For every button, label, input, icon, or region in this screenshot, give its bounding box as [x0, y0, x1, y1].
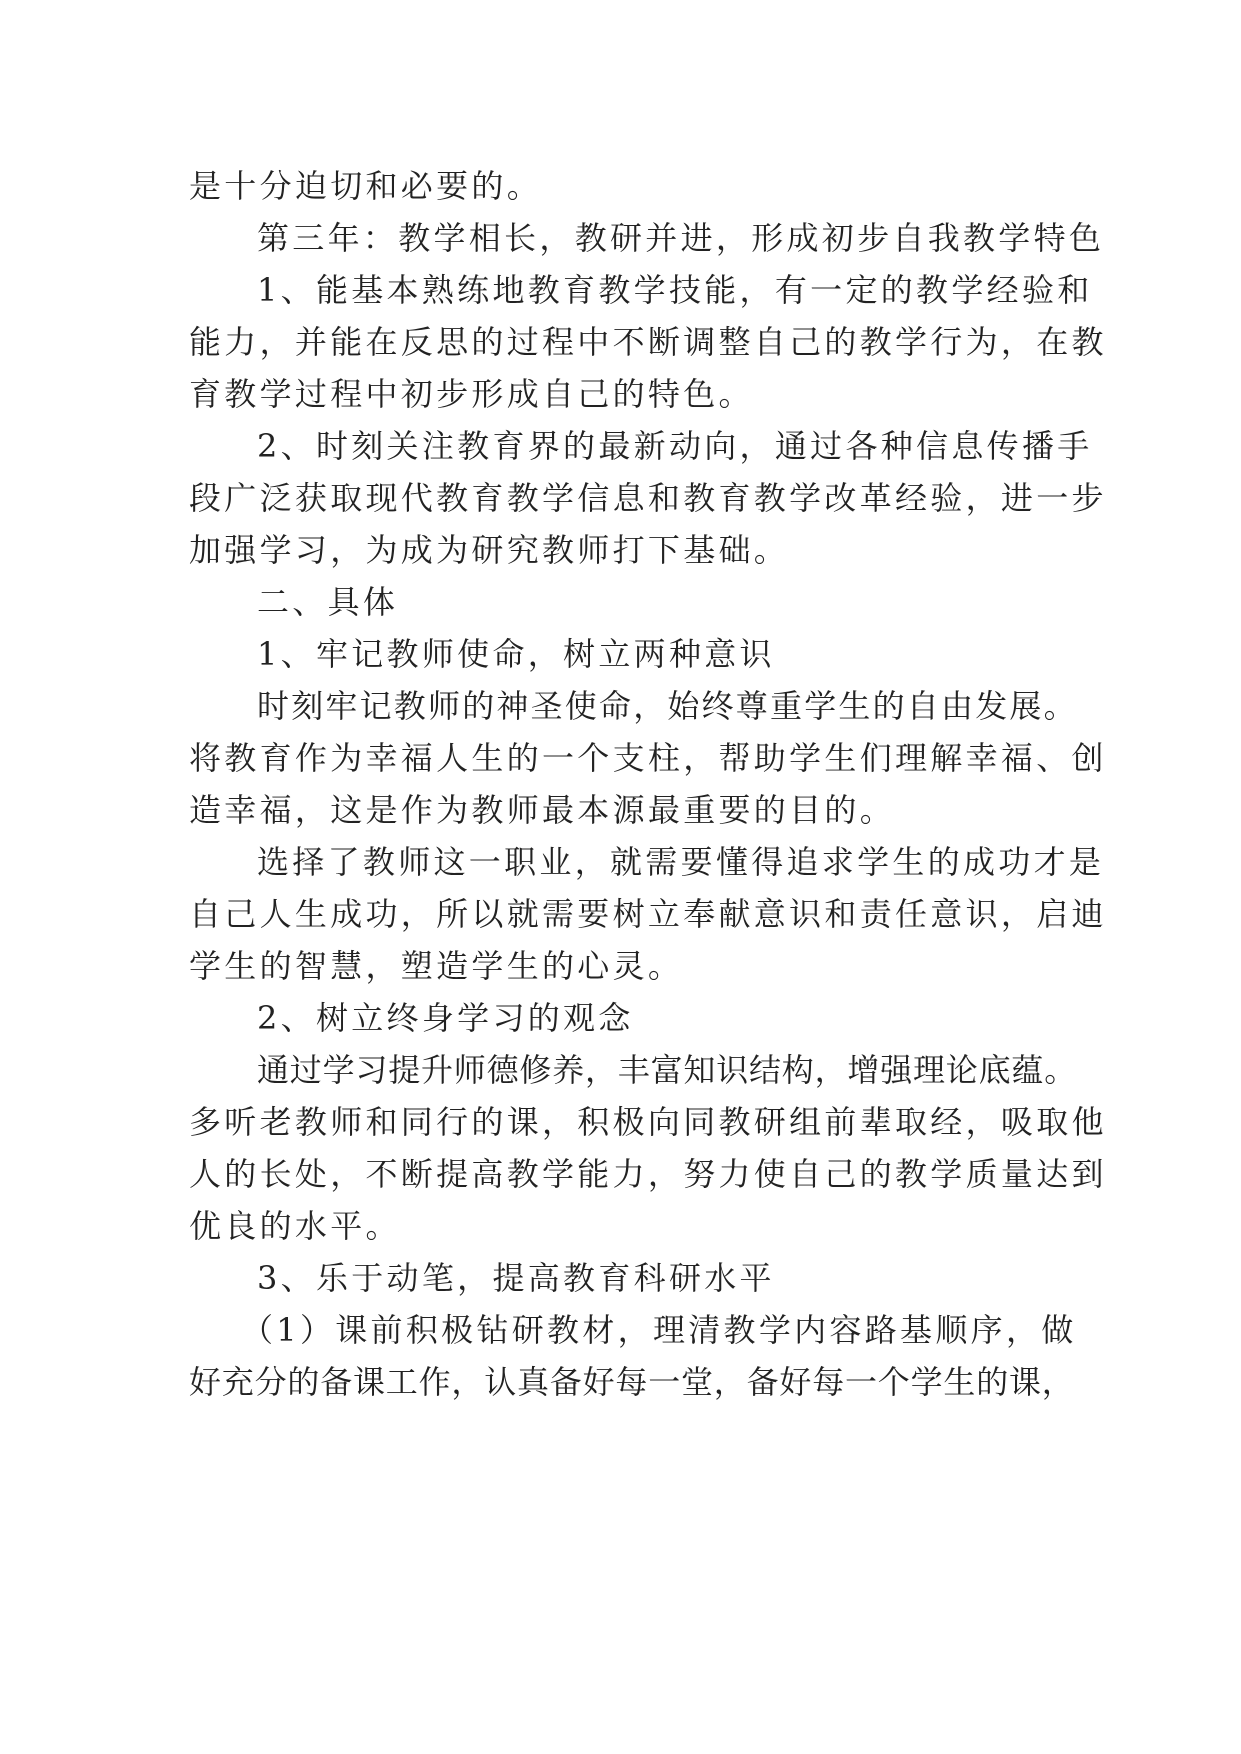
paragraph-line: 通过学习提升师德修养，丰富知识结构，增强理论底蕴。: [257, 1051, 1078, 1089]
paragraph-line: 自己人生成功，所以就需要树立奉献意识和责任意识，启迪: [189, 895, 1107, 933]
paragraph-line: （1）课前积极钻研教材，理清教学内容路基顺序，做: [241, 1311, 1077, 1349]
paragraph-line: 是十分迫切和必要的。: [189, 167, 543, 205]
paragraph-line: 将教育作为幸福人生的一个支柱，帮助学生们理解幸福、创: [189, 739, 1107, 777]
paragraph-line: 加强学习，为成为研究教师打下基础。: [189, 531, 790, 569]
section-heading: 二、具体: [257, 583, 399, 621]
paragraph-line: 学生的智慧，塑造学生的心灵。: [189, 947, 684, 985]
paragraph-line: 时刻牢记教师的神圣使命，始终尊重学生的自由发展。: [257, 687, 1078, 725]
paragraph-line: 能力，并能在反思的过程中不断调整自己的教学行为，在教: [189, 323, 1107, 361]
paragraph-line: 1、能基本熟练地教育教学技能，有一定的教学经验和: [257, 271, 1093, 309]
paragraph-line: 造幸福，这是作为教师最本源最重要的目的。: [189, 791, 896, 829]
section-heading: 第三年：教学相长，教研并进，形成初步自我教学特色: [257, 219, 1105, 257]
paragraph-line: 段广泛获取现代教育教学信息和教育教学改革经验，进一步: [189, 479, 1107, 517]
paragraph-line: 选择了教师这一职业，就需要懂得追求学生的成功才是: [257, 843, 1105, 881]
paragraph-line: 优良的水平。: [189, 1207, 401, 1245]
paragraph-line: 好充分的备课工作，认真备好每一堂，备好每一个学生的课，: [189, 1363, 1075, 1401]
subsection-heading: 2、树立终身学习的观念: [257, 999, 634, 1037]
paragraph-line: 人的长处，不断提高教学能力，努力使自己的教学质量达到: [189, 1155, 1107, 1193]
paragraph-line: 育教学过程中初步形成自己的特色。: [189, 375, 754, 413]
subsection-heading: 1、牢记教师使命，树立两种意识: [257, 635, 775, 673]
paragraph-line: 2、时刻关注教育界的最新动向，通过各种信息传播手: [257, 427, 1093, 465]
subsection-heading: 3、乐于动笔，提高教育科研水平: [257, 1259, 775, 1297]
paragraph-line: 多听老教师和同行的课，积极向同教研组前辈取经，吸取他: [189, 1103, 1107, 1141]
